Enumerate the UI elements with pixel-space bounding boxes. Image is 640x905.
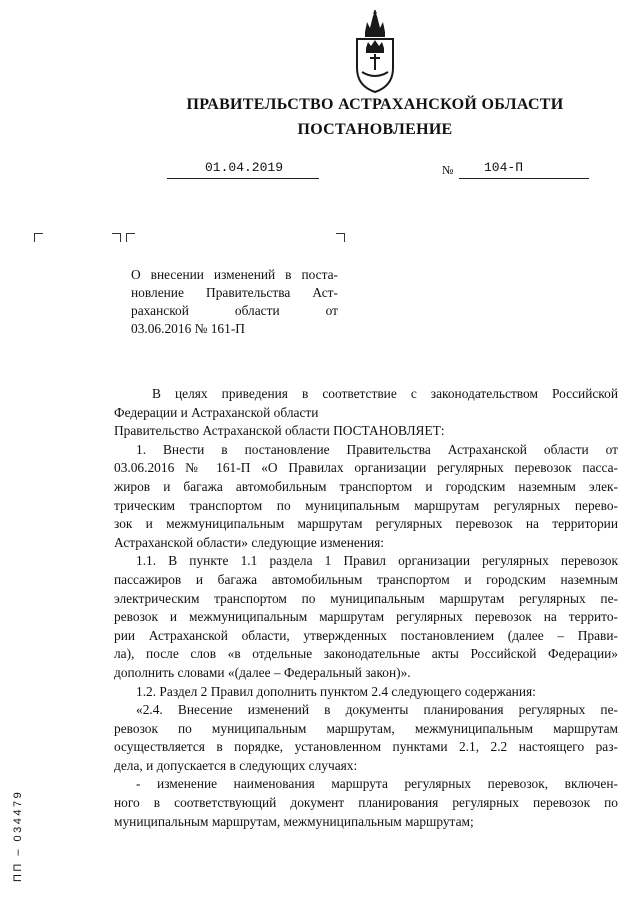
corner-bracket-subject-inner: [112, 233, 121, 242]
body-line: - изменение наименования маршрута регулярных перевозок, включен-: [136, 776, 618, 792]
body-line: ревозок по муниципальным маршрутам, межмуниципальным маршрутам: [114, 720, 618, 736]
subject-line: новление Правительства Аст-: [131, 285, 338, 300]
subject-line: О внесении изменений в поста-: [131, 267, 338, 282]
coat-of-arms-emblem: [351, 10, 399, 94]
body-line: 03.06.2016 № 161-П «О Правилах организации регулярных перевозок пасса-: [114, 460, 618, 476]
body-line: электрическим транспортом по муниципальным маршрутам регулярных пе-: [114, 590, 618, 606]
corner-bracket-subject-right: [336, 233, 345, 242]
document-subject: [131, 266, 338, 338]
body-line: 1.2. Раздел 2 Правил дополнить пунктом 2.4 следующего содержания:: [136, 683, 536, 699]
document-date: 01.04.2019: [205, 160, 284, 175]
body-line: Федерации и Астраханской области: [114, 404, 319, 420]
body-line: Правительство Астраханской области ПОСТАНОВЛЯЕТ:: [114, 423, 445, 439]
document-number: 104-П: [484, 160, 524, 175]
subject-line: раханской области от: [131, 303, 338, 318]
body-line: В целях приведения в соответствие с законодательством Российской: [152, 386, 618, 401]
body-line: дополнить словами «(далее – Федеральный закон)».: [114, 664, 411, 680]
body-line: 1.1. В пункте 1.1 раздела 1 Правил организации регулярных перевозок: [136, 553, 618, 569]
body-line: пассажиров и багажа автомобильным транспортом и городским наземным: [114, 571, 618, 587]
body-line: ла), после слов «в отдельные законодательные акты Российской Федерации»: [114, 646, 618, 662]
subject-line: 03.06.2016 № 161-П: [131, 321, 245, 336]
body-line: 1. Внести в постановление Правительства Астраханской области от: [136, 441, 618, 457]
body-line: рии Астраханской области, утвержденных постановлением (далее – Прави-: [114, 627, 618, 643]
body-line: ревозок и межмуниципальным маршрутам регулярных перевозок на террито-: [114, 609, 618, 625]
number-underline: [459, 178, 589, 179]
body-line: жиров и багажа автомобильным транспортом и городским наземным элек-: [114, 478, 618, 494]
body-line: муниципальным маршрутам, межмуниципальным маршрутам;: [114, 813, 474, 829]
number-sign: №: [442, 163, 454, 177]
body-line: дела, и допускается в следующих случаях:: [114, 757, 358, 773]
corner-bracket-left: [34, 233, 43, 242]
corner-bracket-subject-left: [126, 233, 135, 242]
body-line: осуществляется в порядке, установленном пунктами 2.1, 2.2 настоящего раз-: [114, 739, 618, 755]
body-line: «2.4. Внесение изменений в документы планирования регулярных пе-: [136, 702, 618, 718]
body-line: ного в соответствующий документ планирования регулярных перевозок по: [114, 795, 618, 811]
body-line: зок и межмуниципальным маршрутам регулярных перевозок на территории: [114, 516, 618, 532]
body-line: Астраханской области» следующие изменения:: [114, 534, 385, 550]
document-body: [114, 385, 618, 831]
government-title: ПРАВИТЕЛЬСТВО АСТРАХАНСКОЙ ОБЛАСТИ: [186, 96, 564, 113]
date-underline: [167, 178, 319, 179]
document-type-title: ПОСТАНОВЛЕНИЕ: [297, 121, 453, 138]
margin-serial-code: ПП – 034479: [12, 789, 24, 882]
body-line: трическим транспортом по муниципальным маршрутам регулярных перево-: [114, 497, 618, 513]
